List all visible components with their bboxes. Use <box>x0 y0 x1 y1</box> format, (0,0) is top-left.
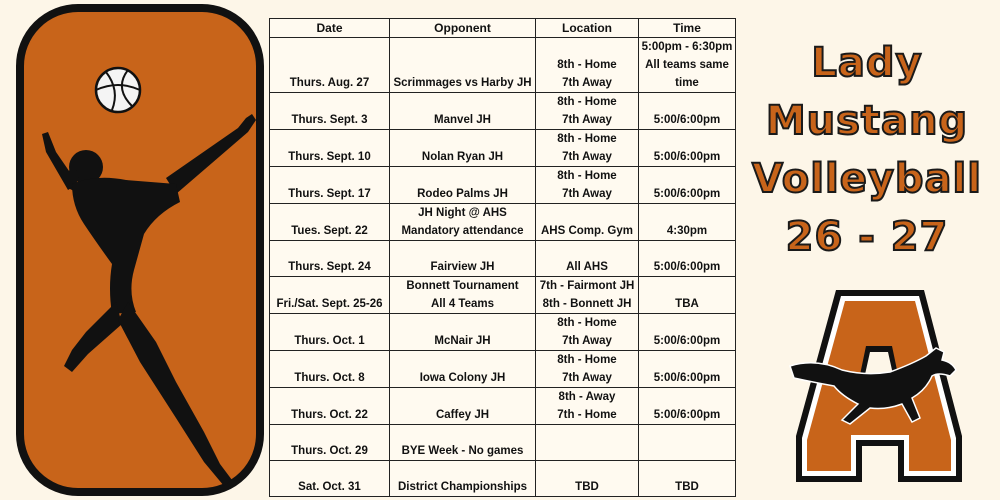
cell-time <box>639 461 736 497</box>
cell-date <box>270 38 390 93</box>
cell-date <box>270 167 390 204</box>
opponent-text: Manvel JH <box>434 114 491 126</box>
title-line-3: Volleyball <box>752 156 982 202</box>
opponent-text: Nolan Ryan JH <box>421 151 504 163</box>
time-text: TBA <box>675 298 699 310</box>
opponent-text: JH Night @ AHS <box>418 207 507 219</box>
location-text: 8th - Home <box>557 96 617 108</box>
cell-opponent <box>390 277 536 314</box>
cell-location <box>536 241 639 277</box>
date-text: Thurs. Oct. 8 <box>294 372 365 384</box>
title-line-2: Mustang <box>765 98 969 144</box>
date-text: Tues. Sept. 22 <box>291 225 368 237</box>
location-text: 7th - Home <box>557 409 617 421</box>
school-logo <box>786 286 970 486</box>
schedule-row <box>270 130 736 167</box>
schedule-row <box>270 167 736 204</box>
cell-opponent <box>390 461 536 497</box>
cell-date <box>270 461 390 497</box>
date-text: Thurs. Sept. 3 <box>291 114 368 126</box>
date-text: Thurs. Sept. 17 <box>288 188 371 200</box>
cell-location <box>536 130 639 167</box>
volleyball-player-panel <box>16 2 264 498</box>
schedule-row <box>270 93 736 130</box>
time-text: 5:00/6:00pm <box>653 114 721 126</box>
cell-date <box>270 241 390 277</box>
cell-date <box>270 204 390 241</box>
location-text: 8th - Home <box>557 354 617 366</box>
schedule-row <box>270 204 736 241</box>
date-text: Thurs. Sept. 10 <box>288 151 371 163</box>
time-text: 5:00/6:00pm <box>653 409 721 421</box>
location-text: 8th - Away <box>558 391 616 403</box>
location-text: AHS Comp. Gym <box>540 225 633 237</box>
time-text: 5:00/6:00pm <box>653 151 721 163</box>
schedule-row <box>270 461 736 497</box>
title-line-1: Lady <box>811 40 923 86</box>
time-text: 5:00/6:00pm <box>653 372 721 384</box>
cell-date <box>270 314 390 351</box>
time-text: 5:00pm - 6:30pm <box>641 41 733 53</box>
cell-location <box>536 204 639 241</box>
cell-opponent <box>390 388 536 425</box>
opponent-text: Scrimmages vs Harby JH <box>393 77 532 89</box>
cell-location <box>536 461 639 497</box>
cell-date <box>270 93 390 130</box>
schedule-row <box>270 351 736 388</box>
cell-time <box>639 277 736 314</box>
location-text: 8th - Home <box>557 317 617 329</box>
cell-location <box>536 314 639 351</box>
location-text: TBD <box>575 481 599 493</box>
cell-time <box>639 93 736 130</box>
time-text: 4:30pm <box>666 225 708 237</box>
cell-opponent <box>390 167 536 204</box>
date-text: Fri./Sat. Sept. 25-26 <box>276 298 383 310</box>
column-header-location: Location <box>536 19 639 38</box>
location-text: 8th - Bonnett JH <box>542 298 632 310</box>
date-text: Thurs. Oct. 22 <box>291 409 368 421</box>
cell-time <box>639 388 736 425</box>
cell-time <box>639 314 736 351</box>
location-text: 7th - Fairmont JH <box>539 280 635 292</box>
time-text: time <box>675 77 699 89</box>
location-text: 7th Away <box>562 77 612 89</box>
cell-opponent <box>390 241 536 277</box>
cell-time <box>639 351 736 388</box>
schedule-table <box>269 18 736 497</box>
panel-frame <box>20 8 260 492</box>
date-text: Thurs. Oct. 29 <box>291 445 368 457</box>
location-text: 7th Away <box>562 188 612 200</box>
time-text: All teams same <box>645 59 729 71</box>
location-text: 8th - Home <box>557 59 617 71</box>
cell-date <box>270 130 390 167</box>
cell-location <box>536 277 639 314</box>
cell-opponent <box>390 425 536 461</box>
cell-time <box>639 204 736 241</box>
location-text: 8th - Home <box>557 170 617 182</box>
cell-date <box>270 351 390 388</box>
opponent-text: All 4 Teams <box>430 298 495 310</box>
time-text: 5:00/6:00pm <box>653 188 721 200</box>
cell-location <box>536 425 639 461</box>
cell-location <box>536 351 639 388</box>
time-text: TBD <box>675 481 699 493</box>
opponent-text: Iowa Colony JH <box>419 372 506 384</box>
cell-time <box>639 38 736 93</box>
opponent-text: BYE Week - No games <box>401 445 524 457</box>
cell-time <box>639 241 736 277</box>
cell-time <box>639 425 736 461</box>
cell-location <box>536 93 639 130</box>
cell-opponent <box>390 93 536 130</box>
date-text: Thurs. Aug. 27 <box>289 77 370 89</box>
date-text: Sat. Oct. 31 <box>298 481 361 493</box>
cell-date <box>270 277 390 314</box>
cell-opponent <box>390 204 536 241</box>
team-title <box>742 34 992 266</box>
cell-time <box>639 130 736 167</box>
cell-date <box>270 388 390 425</box>
location-text: 7th Away <box>562 372 612 384</box>
opponent-text: District Championships <box>397 481 528 493</box>
time-text: 5:00/6:00pm <box>653 335 721 347</box>
column-header-time: Time <box>639 19 736 38</box>
schedule-row <box>270 241 736 277</box>
schedule-row <box>270 277 736 314</box>
opponent-text: Rodeo Palms JH <box>417 188 508 200</box>
opponent-text: Bonnett Tournament <box>406 280 519 292</box>
column-header-opponent: Opponent <box>390 19 536 38</box>
location-text: 8th - Home <box>557 133 617 145</box>
cell-location <box>536 167 639 204</box>
schedule-body <box>270 38 736 497</box>
schedule-row <box>270 425 736 461</box>
opponent-text: Caffey JH <box>435 409 490 421</box>
location-text: 7th Away <box>562 114 612 126</box>
cell-date <box>270 425 390 461</box>
cell-time <box>639 167 736 204</box>
cell-location <box>536 388 639 425</box>
opponent-text: McNair JH <box>434 335 491 347</box>
location-text: All AHS <box>566 261 608 273</box>
cell-opponent <box>390 130 536 167</box>
location-text: 7th Away <box>562 335 612 347</box>
date-text: Thurs. Sept. 24 <box>288 261 371 273</box>
date-text: Thurs. Oct. 1 <box>294 335 365 347</box>
schedule-header-row <box>270 19 736 38</box>
title-line-4: 26 - 27 <box>785 214 949 260</box>
schedule-row <box>270 314 736 351</box>
schedule-row <box>270 388 736 425</box>
cell-opponent <box>390 351 536 388</box>
time-text: 5:00/6:00pm <box>653 261 721 273</box>
schedule-row <box>270 38 736 93</box>
column-header-date: Date <box>270 19 390 38</box>
opponent-text: Fairview JH <box>430 261 495 273</box>
cell-opponent <box>390 38 536 93</box>
cell-opponent <box>390 314 536 351</box>
cell-location <box>536 38 639 93</box>
opponent-text: Mandatory attendance <box>401 225 524 237</box>
volleyball-icon <box>96 68 140 112</box>
location-text: 7th Away <box>562 151 612 163</box>
